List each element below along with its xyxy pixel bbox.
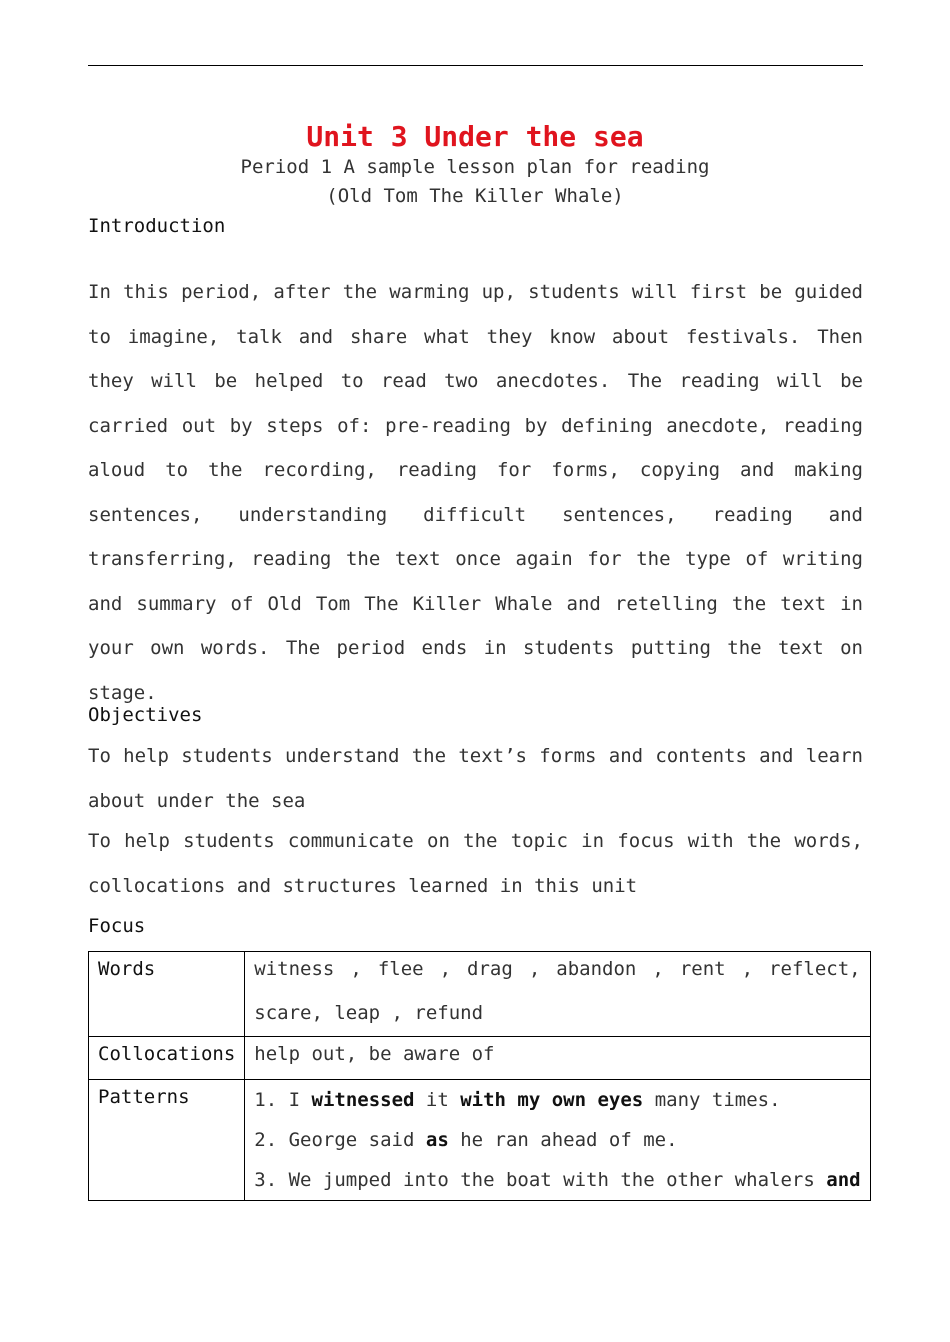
- collocations-label: Collocations: [98, 1043, 236, 1065]
- period-subtitle: Period 1 A sample lesson plan for reading: [240, 156, 710, 178]
- table-row-patterns: [89, 1080, 871, 1201]
- collocations-content: help out, be aware of: [254, 1043, 495, 1065]
- focus-table: [88, 951, 871, 1201]
- table-row-words: [89, 952, 871, 1037]
- focus-heading: Focus: [88, 915, 146, 937]
- words-label: Words: [98, 958, 156, 980]
- objective-item-2: To help students communicate on the topic in focus with the words, collocations and structures learned in this unit: [88, 830, 863, 897]
- pattern-keyword: witnessed: [311, 1089, 415, 1111]
- pattern-text: We jumped into the boat with the other whalers: [288, 1169, 827, 1191]
- pattern-text: George said: [288, 1129, 426, 1151]
- pattern-line: [254, 1120, 860, 1160]
- objectives-heading: Objectives: [88, 704, 203, 726]
- pattern-text: it: [414, 1089, 461, 1111]
- objective-item-1: To help students understand the text’s forms and contents and learn about under the sea: [88, 745, 863, 812]
- patterns-content: [245, 1080, 870, 1201]
- pattern-text: I: [288, 1089, 312, 1111]
- words-content: witness , flee , drag , abandon , rent , reflect, scare, leap , refund: [254, 958, 861, 1024]
- pattern-number: 1.: [254, 1089, 289, 1111]
- table-row-collocations: [89, 1037, 871, 1080]
- header-rule: [88, 65, 863, 66]
- pattern-number: 3.: [254, 1169, 289, 1191]
- introduction-text: In this period, after the warming up, students will first be guided to imagine, talk and share what they know about festivals. Then they will be helped to read two anecdotes. The reading will be carried out by steps of: pre-reading by defining anecdote, reading aloud to the recording, reading for forms, copying and making sentences, understanding difficult sentences, reading and transferring, reading the text once again for the type of writing and summary of Old Tom The Killer Whale and retelling the text in your own words. The period ends in students putting the text on stage.: [88, 281, 863, 704]
- pattern-text: he ran ahead of me.: [448, 1129, 678, 1151]
- text-subtitle: (Old Tom The Killer Whale): [326, 185, 624, 207]
- pattern-keyword: with my own eyes: [460, 1089, 644, 1111]
- introduction-heading: Introduction: [88, 215, 226, 237]
- pattern-keyword: and: [826, 1169, 861, 1191]
- pattern-line: [254, 1160, 860, 1200]
- pattern-number: 2.: [254, 1129, 289, 1151]
- pattern-keyword: as: [425, 1129, 449, 1151]
- pattern-text: many times.: [643, 1089, 781, 1111]
- patterns-label: Patterns: [98, 1086, 190, 1108]
- unit-title: Unit 3 Under the sea: [306, 120, 644, 153]
- pattern-line: [254, 1080, 860, 1120]
